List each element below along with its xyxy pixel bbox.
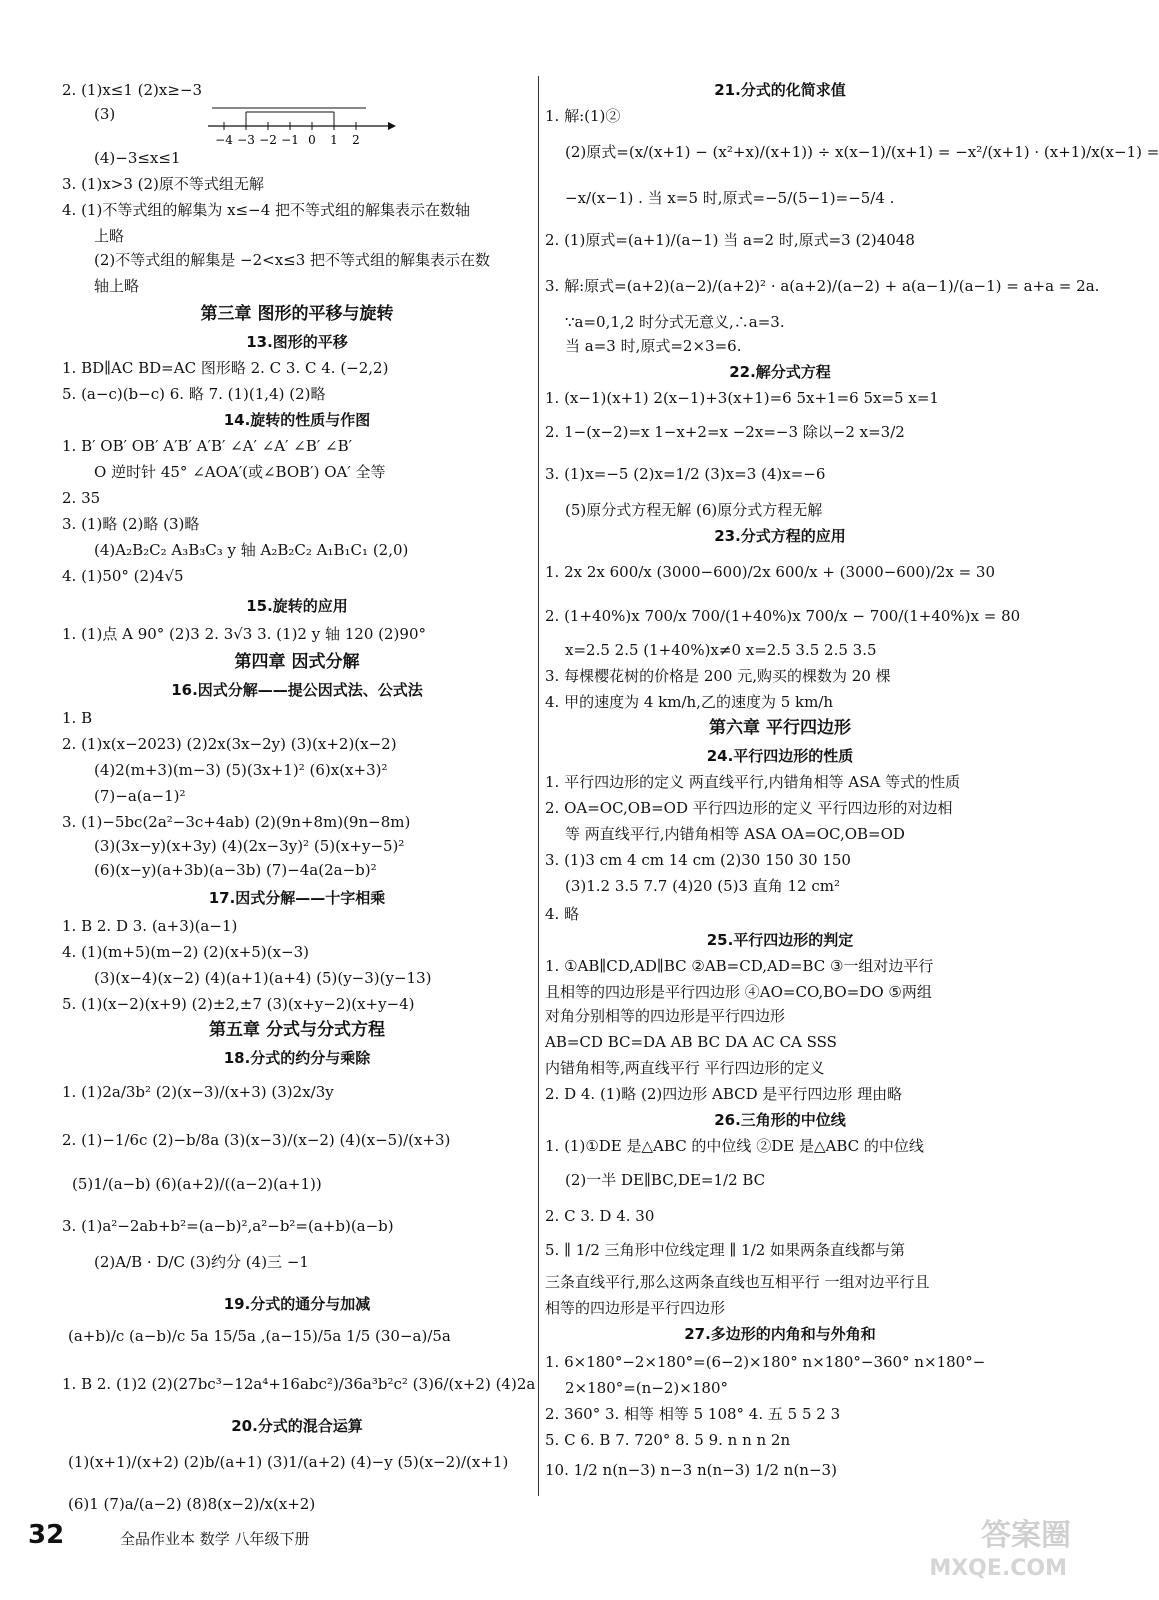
answer-line: (2)一半 DE∥BC,DE=1/2 BC	[565, 1171, 766, 1189]
chapter-heading: 第四章 因式分解	[234, 652, 360, 672]
section-heading: 15.旋转的应用	[246, 597, 348, 615]
answer-line: 5. (a−c)(b−c) 6. 略 7. (1)(1,4) (2)略	[62, 385, 326, 403]
answer-line: 2. C 3. D 4. 30	[545, 1207, 655, 1225]
answer-line: 2. 1−(x−2)=x 1−x+2=x −2x=−3 除以−2 x=3/2	[545, 423, 905, 441]
tick-label: 0	[308, 133, 316, 147]
section-heading: 19.分式的通分与加减	[223, 1295, 371, 1313]
answer-line: 4. (1)50° (2)4√5	[62, 567, 184, 585]
answer-line: 1. (1)①DE 是△ABC 的中位线 ②DE 是△ABC 的中位线	[545, 1137, 924, 1155]
answer-line: 3. (1)x>3 (2)原不等式组无解	[62, 175, 264, 193]
answer-line: 2. D 4. (1)略 (2)四边形 ABCD 是平行四边形 理由略	[545, 1085, 903, 1103]
answer-line: 4. (1)不等式组的解集为 x≤−4 把不等式组的解集表示在数轴	[62, 201, 471, 219]
answer-line: (4)2(m+3)(m−3) (5)(3x+1)² (6)x(x+3)²	[94, 761, 388, 779]
answer-line: 5. (1)(x−2)(x+9) (2)±2,±7 (3)(x+y−2)(x+y−4)	[62, 995, 415, 1013]
answer-line: 1. (1)点 A 90° (2)3 2. 3√3 3. (1)2 y 轴 120 (2)90°	[62, 625, 426, 643]
tick-label: 1	[330, 133, 338, 147]
number-line-figure	[208, 108, 448, 148]
answer-line: 4. 略	[545, 905, 580, 923]
answer-line: 3. 每棵樱花树的价格是 200 元,购买的棵数为 20 棵	[545, 667, 891, 685]
answer-line: (3)	[94, 105, 116, 123]
answer-line: (2)A/B · D/C (3)约分 (4)三 −1	[94, 1253, 309, 1271]
chapter-heading: 第六章 平行四边形	[709, 718, 851, 738]
book-title: 全品作业本 数学 八年级下册	[120, 1530, 310, 1548]
answer-line: 1. B′ OB′ OB′ A′B′ A′B′ ∠A′ ∠A′ ∠B′ ∠B′	[62, 437, 353, 455]
answer-line: 相等的四边形是平行四边形	[545, 1299, 726, 1317]
answer-line: (5)1/(a−b) (6)(a+2)/((a−2)(a+1))	[72, 1175, 322, 1193]
answer-line: 2. (1)原式=(a+1)/(a−1) 当 a=2 时,原式=3 (2)4048	[545, 231, 915, 249]
answer-line: 1. 平行四边形的定义 两直线平行,内错角相等 ASA 等式的性质	[545, 773, 961, 791]
section-heading: 26.三角形的中位线	[714, 1111, 846, 1129]
tick-label: −4	[215, 133, 233, 147]
answer-line: 3. (1)x=−5 (2)x=1/2 (3)x=3 (4)x=−6	[545, 465, 826, 483]
answer-line: 1. ①AB∥CD,AD∥BC ②AB=CD,AD=BC ③一组对边平行	[545, 957, 934, 975]
answer-line: (3)(x−4)(x−2) (4)(a+1)(a+4) (5)(y−3)(y−13)	[94, 969, 432, 987]
answer-line: 1. BD∥AC BD=AC 图形略 2. C 3. C 4. (−2,2)	[62, 359, 389, 377]
answer-line: 2. 35	[62, 489, 101, 507]
answer-line: (2)原式=(x/(x+1) − (x²+x)/(x+1)) ÷ x(x−1)/(x+1) = −x²/(x+1) · (x+1)/x(x−1) =	[565, 143, 1159, 161]
answer-line: 10. 1/2 n(n−3) n−3 n(n−3) 1/2 n(n−3)	[545, 1461, 837, 1479]
section-heading: 24.平行四边形的性质	[706, 747, 854, 765]
answer-line: 1. B 2. D 3. (a+3)(a−1)	[62, 917, 238, 935]
answer-line: 5. C 6. B 7. 720° 8. 5 9. n n n 2n	[545, 1431, 791, 1449]
tick-label: −3	[237, 133, 255, 147]
answer-line: (1)(x+1)/(x+2) (2)b/(a+1) (3)1/(a+2) (4)−y (5)(x−2)/(x+1)	[68, 1453, 509, 1471]
section-heading: 23.分式方程的应用	[714, 527, 846, 545]
answer-line: 2. (1)x(x−2023) (2)2x(3x−2y) (3)(x+2)(x−2)	[62, 735, 397, 753]
answer-line: (5)原分式方程无解 (6)原分式方程无解	[565, 501, 823, 519]
answer-line: 3. (1)3 cm 4 cm 14 cm (2)30 150 30 150	[545, 851, 851, 869]
answer-line: (2)不等式组的解集是 −2<x≤3 把不等式组的解集表示在数	[94, 251, 491, 269]
answer-line: 轴上略	[94, 277, 140, 295]
section-heading: 22.解分式方程	[729, 363, 831, 381]
answer-line: (a+b)/c (a−b)/c 5a 15/5a ,(a−15)/5a 1/5 (30−a)/5a	[68, 1327, 451, 1345]
answer-line: 2. (1)−1/6c (2)−b/8a (3)(x−3)/(x−2) (4)(x−5)/(x+3)	[62, 1131, 451, 1149]
answer-line: 2×180°=(n−2)×180°	[565, 1379, 728, 1397]
answer-line: (4)−3≤x≤1	[94, 149, 181, 167]
section-heading: 17.因式分解——十字相乘	[208, 889, 386, 907]
answer-line: 且相等的四边形是平行四边形 ④AO=CO,BO=DO ⑤两组	[545, 983, 932, 1001]
watermark-logo: 答案圈	[981, 1518, 1071, 1553]
answer-line: 3. 解:原式=(a+2)(a−2)/(a+2)² · a(a+2)/(a−2) + a(a−1)/(a−1) = a+a = 2a.	[545, 277, 1100, 295]
answer-line: −x/(x−1) . 当 x=5 时,原式=−5/(5−1)=−5/4 .	[565, 189, 895, 207]
answer-line: (6)(x−y)(a+3b)(a−3b) (7)−4a(2a−b)²	[94, 861, 377, 879]
answer-line: 1. 解:(1)②	[545, 107, 621, 125]
answer-line: 3. (1)a²−2ab+b²=(a−b)²,a²−b²=(a+b)(a−b)	[62, 1217, 394, 1235]
section-heading: 25.平行四边形的判定	[706, 931, 854, 949]
section-heading: 14.旋转的性质与作图	[223, 411, 371, 429]
section-heading: 20.分式的混合运算	[231, 1417, 363, 1435]
answer-line: (3)(3x−y)(x+3y) (4)(2x−3y)² (5)(x+y−5)²	[94, 837, 405, 855]
tick-label: 2	[352, 133, 360, 147]
answer-line: 1. 2x 2x 600/x (3000−600)/2x 600/x + (3000−600)/2x = 30	[545, 563, 996, 581]
answer-line: 对角分别相等的四边形是平行四边形	[545, 1007, 786, 1025]
answer-line: 1. B 2. (1)2 (2)(27bc³−12a⁴+16abc²)/36a³b²c² (3)6/(x+2) (4)2a	[62, 1375, 536, 1393]
answer-line: AB=CD BC=DA AB BC DA AC CA SSS	[545, 1033, 837, 1051]
answer-line: (6)1 (7)a/(a−2) (8)8(x−2)/x(x+2)	[68, 1495, 316, 1513]
answer-line: O 逆时针 45° ∠AOA′(或∠BOB′) OA′ 全等	[94, 463, 386, 481]
section-heading: 13.图形的平移	[246, 333, 348, 351]
answer-line: 当 a=3 时,原式=2×3=6.	[565, 337, 742, 355]
page-number: 32	[28, 1520, 65, 1550]
answer-line: 2. (1+40%)x 700/x 700/(1+40%)x 700/x − 700/(1+40%)x = 80	[545, 607, 1021, 625]
section-heading: 16.因式分解——提公因式法、公式法	[171, 681, 423, 699]
answer-line: (3)1.2 3.5 7.7 (4)20 (5)3 直角 12 cm²	[565, 877, 841, 895]
answer-line: 1. (1)2a/3b² (2)(x−3)/(x+3) (3)2x/3y	[62, 1083, 334, 1101]
answer-line: 2. 360° 3. 相等 相等 5 108° 4. 五 5 5 2 3	[545, 1405, 841, 1423]
tick-label: −2	[259, 133, 277, 147]
answer-line: 5. ∥ 1/2 三角形中位线定理 ∥ 1/2 如果两条直线都与第	[545, 1241, 906, 1259]
answer-line: (7)−a(a−1)²	[94, 787, 186, 805]
answer-line: (4)A₂B₂C₂ A₃B₃C₃ y 轴 A₂B₂C₂ A₁B₁C₁ (2,0)	[94, 541, 409, 559]
answer-line: 2. OA=OC,OB=OD 平行四边形的定义 平行四边形的对边相	[545, 799, 953, 817]
answer-line: ∵a=0,1,2 时分式无意义,∴a=3.	[565, 313, 785, 331]
answer-line: 1. (x−1)(x+1) 2(x−1)+3(x+1)=6 5x+1=6 5x=5 x=1	[545, 389, 939, 407]
section-heading: 27.多边形的内角和与外角和	[684, 1325, 876, 1343]
column-divider	[538, 76, 539, 1496]
watermark-url: MXQE.COM	[929, 1556, 1067, 1581]
answer-line: 4. 甲的速度为 4 km/h,乙的速度为 5 km/h	[545, 693, 834, 711]
answer-line: 上略	[94, 227, 125, 245]
answer-line: 等 两直线平行,内错角相等 ASA OA=OC,OB=OD	[565, 825, 905, 843]
section-heading: 18.分式的约分与乘除	[223, 1049, 371, 1067]
chapter-heading: 第三章 图形的平移与旋转	[200, 304, 394, 324]
answer-line: 三条直线平行,那么这两条直线也互相平行 一组对边平行且	[545, 1273, 930, 1291]
section-heading: 21.分式的化简求值	[714, 81, 846, 99]
page-footer	[0, 1512, 1089, 1562]
answer-line: 2. (1)x≤1 (2)x≥−3	[62, 81, 203, 99]
answer-line: x=2.5 2.5 (1+40%)x≠0 x=2.5 3.5 2.5 3.5	[565, 641, 877, 659]
answer-line: 内错角相等,两直线平行 平行四边形的定义	[545, 1059, 825, 1077]
answer-line: 1. 6×180°−2×180°=(6−2)×180° n×180°−360° n×180°−	[545, 1353, 986, 1371]
answer-line: 3. (1)略 (2)略 (3)略	[62, 515, 200, 533]
tick-label: −1	[281, 133, 299, 147]
answer-line: 4. (1)(m+5)(m−2) (2)(x+5)(x−3)	[62, 943, 309, 961]
answer-line: 3. (1)−5bc(2a²−3c+4ab) (2)(9n+8m)(9n−8m)	[62, 813, 411, 831]
answer-line: 1. B	[62, 709, 93, 727]
chapter-heading: 第五章 分式与分式方程	[209, 1020, 385, 1040]
